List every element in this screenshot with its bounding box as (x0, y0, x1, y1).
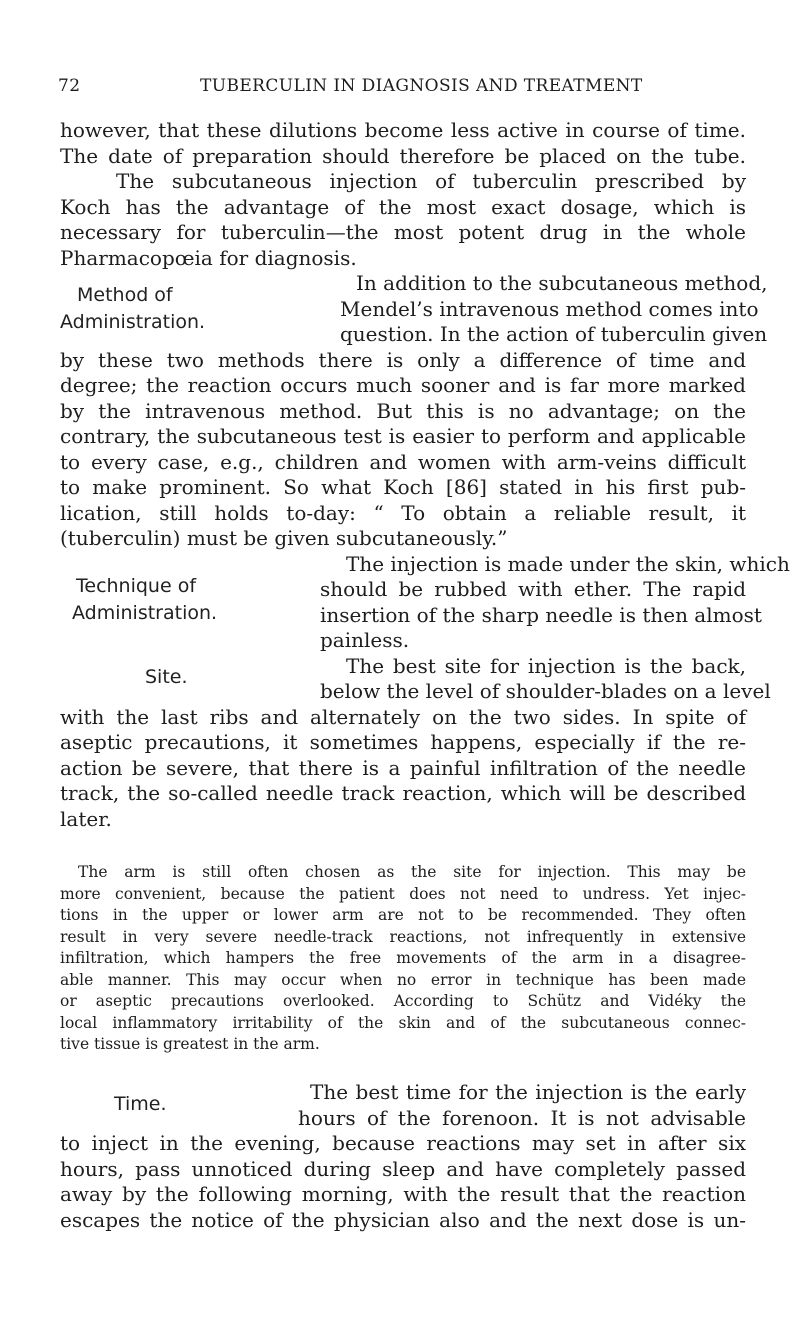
running-header (58, 76, 748, 100)
text-line: question. In the action of tuberculin given (340, 322, 768, 346)
text-line: by these two methods there is only a difference of time and (60, 347, 746, 372)
text-line: painless. (320, 628, 410, 652)
sidenote-time: Time. (114, 1093, 167, 1115)
text-line: lication, still holds to-day: “ To obtain a reliable result, it (60, 500, 746, 525)
text-line: hours, pass unnoticed during sleep and have completely passed (60, 1156, 746, 1181)
text-line: with the last ribs and alternately on the two sides. In spite of (60, 704, 746, 729)
sidenote-technique-line1: Technique of (76, 575, 197, 597)
text-line: The subcutaneous injection of tuberculin prescribed by (116, 169, 746, 193)
small-print-line: local inflammatory irritability of the skin and of the subcutaneous connec- (60, 1013, 746, 1032)
text-line: insertion of the sharp needle is then almost (320, 602, 762, 627)
small-print-line: or aseptic precautions overlooked. According to Schütz and Vidéky the (60, 992, 746, 1010)
text-line: hours of the forenoon. It is not advisable (298, 1105, 746, 1130)
text-line: escapes the notice of the physician also and the next dose is un- (60, 1207, 746, 1232)
small-print-line: The arm is still often chosen as the site for injection. This may be (78, 863, 746, 881)
page-number: 72 (58, 76, 81, 96)
text-line: action be severe, that there is a painful infiltration of the needle (60, 755, 746, 780)
running-title: TUBERCULIN IN DIAGNOSIS AND TREATMENT (200, 76, 643, 96)
small-print-line: result in very severe needle-track reactions, not infrequently in extensive (60, 927, 746, 946)
text-line: The best site for injection is the back, (346, 653, 746, 678)
text-line: by the intravenous method. But this is no advantage; on the (60, 398, 746, 423)
text-line: later. (60, 806, 112, 831)
small-print-line: tions in the upper or lower arm are not to be recommended. They often (60, 906, 746, 924)
text-line: (tuberculin) must be given subcutaneously.” (60, 526, 508, 550)
text-line: away by the following morning, with the result that the reaction (60, 1182, 746, 1206)
text-line: In addition to the subcutaneous method, (356, 271, 768, 295)
text-line: below the level of shoulder-blades on a level (320, 679, 771, 703)
text-line: however, that these dilutions become less active in course of time. (60, 118, 746, 142)
text-line: to every case, e.g., children and women with arm-veins difficult (60, 449, 746, 474)
text-line: to inject in the evening, because reactions may set in after six (60, 1131, 746, 1155)
text-line: necessary for tuberculin—the most potent drug in the whole (60, 220, 746, 244)
text-line: Pharmacopœia for diagnosis. (60, 245, 357, 270)
sidenote-site: Site. (145, 666, 188, 688)
text-line: Mendel’s intravenous method comes into (340, 296, 759, 321)
sidenote-technique-line2: Administration. (72, 602, 218, 624)
sidenote-method-line2: Administration. (60, 311, 206, 333)
small-print-line: tive tissue is greatest in the arm. (60, 1035, 320, 1053)
text-line: track, the so-called needle track reaction, which will be described (60, 781, 746, 805)
small-print-line: able manner. This may occur when no error in technique has been made (60, 970, 746, 989)
sidenote-method-line1: Method of (77, 284, 173, 306)
text-line: should be rubbed with ether. The rapid (320, 577, 746, 601)
text-line: The best time for the injection is the early (310, 1080, 746, 1104)
text-line: The date of preparation should therefore be placed on the tube. (60, 143, 746, 168)
small-print-line: infiltration, which hampers the free movements of the arm in a disagree- (60, 949, 746, 967)
text-line: aseptic precautions, it sometimes happens, especially if the re- (60, 730, 746, 754)
text-line: Koch has the advantage of the most exact dosage, which is (60, 194, 746, 219)
text-line: degree; the reaction occurs much sooner and is far more marked (60, 373, 746, 397)
text-line: contrary, the subcutaneous test is easier to perform and applicable (60, 424, 746, 448)
small-print-line: more convenient, because the patient does not need to undress. Yet injec- (60, 884, 746, 903)
text-line: to make prominent. So what Koch [86] stated in his first pub- (60, 475, 746, 499)
text-line: The injection is made under the skin, which (346, 551, 790, 576)
